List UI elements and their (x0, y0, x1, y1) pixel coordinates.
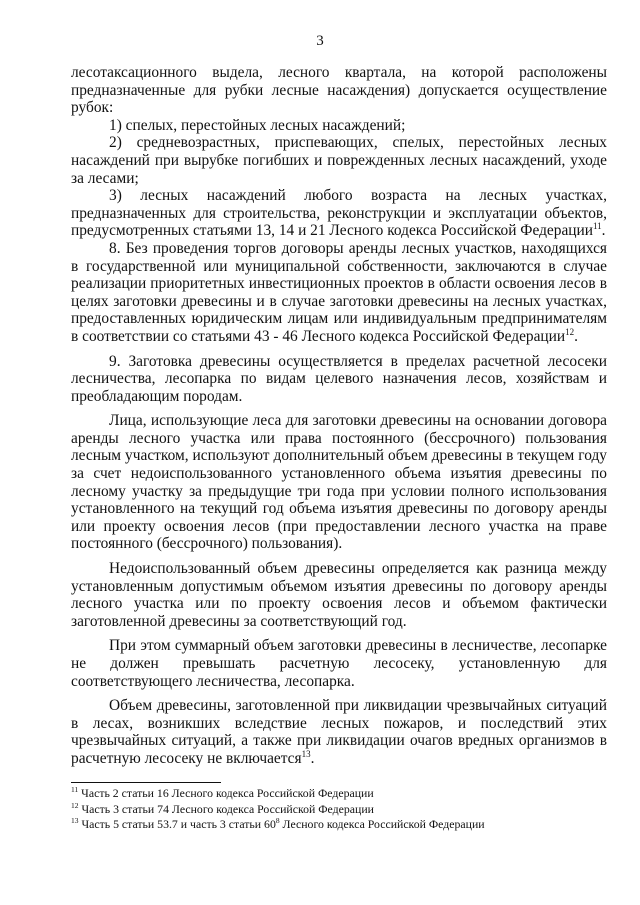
paragraph-total-volume (71, 637, 607, 690)
paragraph-text: лесотаксационного выдела, лесного квартала, на которой расположены предназначенные для рубки лесные насаждения) допускается осуществление рубок: (71, 64, 607, 117)
paragraph-tail: . (574, 327, 578, 345)
list-item-3 (71, 187, 607, 240)
list-item-text: 1) спелых, перестойных лесных насаждений; (109, 116, 406, 134)
footnote-ref-12[interactable]: 12 (565, 326, 575, 337)
paragraph-text: Объем древесины, заготовленной при ликвидации чрезвычайных ситуаций в лесах, возникших вследствие лесных пожаров, и последствий этих чрезвычайных ситуаций, а также при ликвидации очагов вредных организмов в расчетную лесосеку не включается (71, 697, 607, 767)
paragraph-text: 8. Без проведения торгов договоры аренды лесных участков, находящихся в государственной или муниципальной собственности, заключаются в случае реализации приоритетных инвестиционных проектов в области освоения лесов в целях заготовки древесины и в случае заготовки древесины на лесных участках, предоставленных юридическим лицам или индивидуальным предпринимателям в соответствии со статьями 43 - 46 Лесного кодекса Российской Федерации (71, 239, 607, 345)
list-item-text: 2) средневозрастных, приспевающих, спелых, перестойных лесных насаждений при вырубке погибших и поврежденных лесных насаждений, уходе за лесами; (71, 134, 607, 187)
footnote-ref-11[interactable]: 11 (592, 221, 602, 232)
footnote-text: Часть 3 статьи 74 Лесного кодекса Российской Федерации (78, 801, 374, 816)
paragraph-continuation (71, 64, 607, 117)
footnote-number: 11 (71, 785, 79, 795)
footnote-13 (71, 817, 607, 833)
paragraph-text: При этом суммарный объем заготовки древесины в лесничестве, лесопарке не должен превышать расчетную лесосеку, установленную для соответствующего лесничества, лесопарка. (71, 637, 607, 690)
paragraph-text: Лица, использующие леса для заготовки древесины на основании договора аренды лесного участка или права постоянного (бессрочного) пользования лесным участком, используют дополнительный объем древесины в текущем году за счет недоиспользованного установленного объема изъятия древесины по лесному участку за предыдущие три года при условии полного использования установленного на текущий год объема изъятия древесины по договору аренды или проекту освоения лесов (при предоставлении лесного участка на праве постоянного (бессрочного) пользования). (71, 412, 607, 553)
list-item-1 (71, 117, 607, 135)
paragraph-tail: . (310, 749, 315, 767)
footnote-number: 13 (71, 816, 79, 826)
paragraph-emergency-volume (71, 697, 607, 767)
paragraph-unused-volume (71, 560, 607, 630)
footnotes (71, 786, 607, 833)
footnote-divider (71, 782, 221, 783)
footnote-text-tail: Лесного кодекса Российской Федерации (279, 817, 485, 832)
footnote-text: Часть 5 статьи 53.7 и часть 3 статьи 60 (78, 817, 276, 832)
list-item-2 (71, 134, 607, 187)
list-item-text: 3) лесных насаждений любого возраста на лесных участках, предназначенных для строительства, реконструкции и эксплуатации объектов, предусмотренных статьями 13, 14 и 21 Лесного кодекса Российской Федерации (71, 187, 607, 240)
footnote-superscript: 8 (275, 816, 280, 826)
paragraph-text: 9. Заготовка древесины осуществляется в пределах расчетной лесосеки лесничества, лесопарка по видам целевого назначения лесов, хозяйствам и преобладающим породам. (71, 352, 607, 405)
footnote-text: Часть 2 статьи 16 Лесного кодекса Российской Федерации (78, 786, 374, 800)
paragraph-9 (71, 353, 607, 406)
footnote-number: 12 (71, 800, 79, 810)
paragraph-additional-volume (71, 412, 607, 553)
page-number: 3 (316, 33, 324, 49)
footnote-12 (71, 802, 607, 818)
paragraph-text: Недоиспользованный объем древесины определяется как разница между установленным допустимым объемом изъятия древесины по договору аренды лесного участка или по проекту освоения лесов и объемом фактически заготовленной древесины за соответствующий год. (71, 560, 607, 630)
paragraph-8 (71, 240, 607, 346)
document-body (71, 64, 607, 768)
list-item-tail: . (601, 222, 606, 240)
footnote-ref-13[interactable]: 13 (301, 748, 311, 759)
footnote-11 (71, 786, 607, 802)
